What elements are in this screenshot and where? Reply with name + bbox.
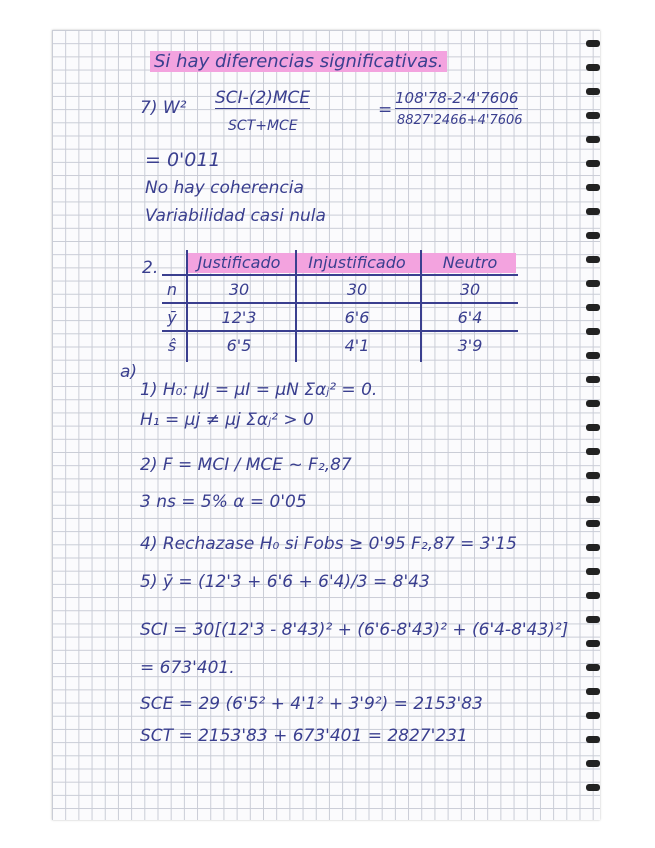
w-numerator-values: 108'78-2·4'7606 [395, 89, 519, 107]
w-numerator: SCI-(2)MCE [215, 88, 311, 108]
row-label-n: n [166, 280, 178, 299]
hypothesis-h1: H₁ = μj ≠ μj Σαⱼ² > 0 [140, 410, 314, 430]
cell-n-neutro: 30 [459, 280, 481, 299]
table-hline-1 [162, 274, 518, 276]
grand-mean: 5) ȳ = (12'3 + 6'6 + 6'4)/3 = 8'43 [140, 572, 430, 592]
table-hline-2 [162, 302, 518, 304]
row-label-s: ŝ [167, 336, 177, 355]
table-vline-2 [295, 250, 297, 362]
table-vline-3 [420, 250, 422, 362]
title-line [150, 52, 447, 72]
cell-sd-injustificado: 4'1 [344, 336, 370, 355]
cell-mean-injustificado: 6'6 [344, 308, 370, 327]
sci-result: = 673'401. [140, 658, 235, 678]
header-injustificado: Injustificado [308, 253, 406, 272]
w-label: 7) W² [140, 98, 187, 118]
section-2-label: 2. [142, 258, 159, 278]
w-denominator: SCT+MCE [228, 118, 298, 134]
cell-n-justificado: 30 [228, 280, 250, 299]
variability-text: Variabilidad casi nula [145, 206, 326, 226]
equals-sign-1: = [378, 100, 393, 120]
row-label-ybar: ȳ [167, 308, 177, 327]
reject-rule: 4) Rechazase H₀ si Fobs ≥ 0'95 F₂,87 = 3'15 [140, 534, 517, 554]
header-neutro: Neutro [442, 253, 498, 272]
hypothesis-h0: 1) H₀: μJ = μI = μN Σαⱼ² = 0. [140, 380, 378, 400]
part-a-label: a) [120, 362, 138, 382]
cell-n-injustificado: 30 [346, 280, 368, 299]
cell-sd-neutro: 3'9 [457, 336, 483, 355]
f-statistic: 2) F = MCI / MCE ~ F₂,87 [140, 455, 352, 475]
spiral-binding [584, 40, 602, 820]
cell-sd-justificado: 6'5 [226, 336, 252, 355]
sci-formula: SCI = 30[(12'3 - 8'43)² + (6'6-8'43)² + (6'4-8'43)²] [140, 620, 569, 640]
w-denominator-values: 8827'2466+4'7606 [397, 113, 523, 128]
alpha-level: 3 ns = 5% α = 0'05 [140, 492, 307, 512]
sct-formula: SCT = 2153'83 + 673'401 = 2827'231 [140, 726, 468, 746]
table-hline-3 [162, 330, 518, 332]
header-justificado: Justificado [197, 253, 281, 272]
cell-mean-justificado: 12'3 [221, 308, 257, 327]
title-text: Si hay diferencias significativas. [150, 51, 447, 72]
w-result: = 0'011 [145, 149, 221, 171]
no-coherence-text: No hay coherencia [145, 178, 304, 198]
sce-formula: SCE = 29 (6'5² + 4'1² + 3'9²) = 2153'83 [140, 694, 483, 714]
cell-mean-neutro: 6'4 [457, 308, 483, 327]
